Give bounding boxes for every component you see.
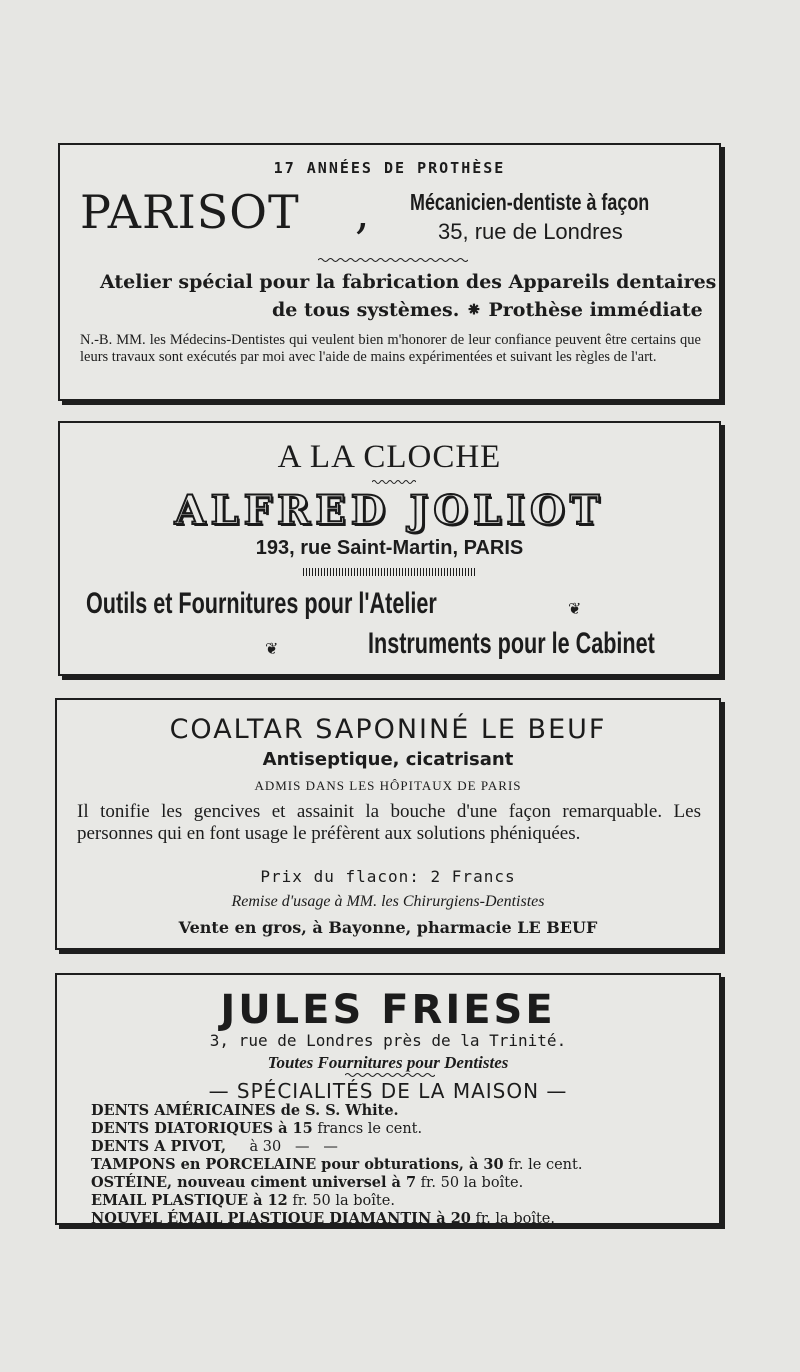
friese-tagline: Toutes Fournitures pour Dentistes	[267, 1053, 509, 1072]
friese-list	[91, 1102, 582, 1228]
list-item-main: DENTS A PIVOT,	[91, 1138, 232, 1155]
list-item	[91, 1138, 582, 1156]
parisot-line1: Atelier spécial pour la fabrication des Appareils dentaires	[100, 271, 717, 293]
joliot-address: 193, rue Saint-Martin, PARIS	[255, 537, 524, 559]
friese-address: 3, rue de Londres près de la Trinité.	[209, 1031, 567, 1050]
list-item	[91, 1156, 582, 1174]
hatched-divider	[303, 568, 475, 576]
list-item	[91, 1120, 582, 1138]
list-item-main: OSTÉINE, nouveau ciment universel à 7	[91, 1174, 417, 1191]
list-item-main: NOUVEL ÉMAIL PLASTIQUE DIAMANTIN à 20	[91, 1210, 471, 1227]
list-item	[91, 1210, 582, 1228]
list-item-detail: fr. 50 la boîte.	[287, 1193, 395, 1209]
parisot-note: N.-B. MM. les Médecins-Dentistes qui veulent bien m'honorer de leur confiance peuvent être certains que leurs travaux sont exécutés par moi avec l'aide de mains expérimentées et suivant les règles de l'art.	[80, 332, 701, 365]
parisot-comma: ,	[355, 185, 370, 239]
wavy-divider	[372, 479, 416, 485]
fleuron-icon: ❦	[265, 639, 279, 658]
lebeuf-admis: ADMIS DANS LES HÔPITAUX DE PARIS	[254, 778, 522, 793]
list-item	[91, 1174, 582, 1192]
list-item	[91, 1192, 582, 1210]
lebeuf-title: COALTAR SAPONINÉ LE BEUF	[169, 714, 607, 745]
parisot-ad	[58, 143, 721, 401]
lebeuf-ad	[55, 698, 721, 950]
lebeuf-subtitle: Antiseptique, cicatrisant	[262, 749, 514, 770]
lebeuf-prix: Prix du flacon: 2 Francs	[260, 867, 516, 886]
list-item-main: DENTS DIATORIQUES à 15	[91, 1120, 313, 1137]
parisot-name: PARISOT	[80, 185, 300, 239]
friese-specialites: — SPÉCIALITÉS DE LA MAISON —	[208, 1079, 568, 1103]
list-item-detail: fr. la boîte.	[470, 1211, 555, 1227]
joliot-title: A LA CLOCHE	[277, 439, 502, 475]
list-item-detail: à 30 — —	[231, 1139, 338, 1155]
lebeuf-remise: Remise d'usage à MM. les Chirurgiens-Dentistes	[231, 893, 545, 910]
joliot-name: ALFRED JOLIOT	[174, 487, 605, 534]
list-item-main: EMAIL PLASTIQUE à 12	[91, 1192, 288, 1209]
lebeuf-paragraph: Il tonifie les gencives et assainit la bouche d'une façon remarquable. Les personnes qui en font usage le préfèrent aux solutions phéniquées.	[77, 801, 701, 844]
list-item-main: DENTS AMÉRICAINES de S. S. White.	[91, 1102, 399, 1119]
friese-title: JULES FRIESE	[220, 987, 556, 1033]
friese-ad	[55, 973, 721, 1225]
joliot-ad	[58, 421, 721, 676]
list-item-main: TAMPONS en PORCELAINE pour obturations, à 30	[91, 1156, 504, 1173]
parisot-line2: de tous systèmes. ⁕ Prothèse immédiate	[272, 299, 703, 321]
joliot-line1-text: Outils et Fournitures pour l'Atelier	[86, 587, 437, 620]
list-item-detail: francs le cent.	[312, 1121, 423, 1137]
wavy-divider	[345, 1072, 435, 1078]
list-item	[91, 1102, 582, 1120]
fleuron-icon: ❦	[568, 599, 582, 618]
parisot-role: Mécanicien-dentiste à façon	[410, 189, 650, 215]
lebeuf-vente: Vente en gros, à Bayonne, pharmacie LE BEUF	[178, 918, 598, 937]
joliot-line1	[86, 587, 437, 621]
parisot-address: 35, rue de Londres	[438, 219, 623, 244]
wavy-divider	[318, 257, 468, 263]
list-item-detail: fr. le cent.	[503, 1157, 583, 1173]
list-item-detail: fr. 50 la boîte.	[416, 1175, 524, 1191]
joliot-line2: Instruments pour le Cabinet	[368, 627, 655, 660]
parisot-header: 17 ANNÉES DE PROTHÈSE	[273, 159, 506, 177]
